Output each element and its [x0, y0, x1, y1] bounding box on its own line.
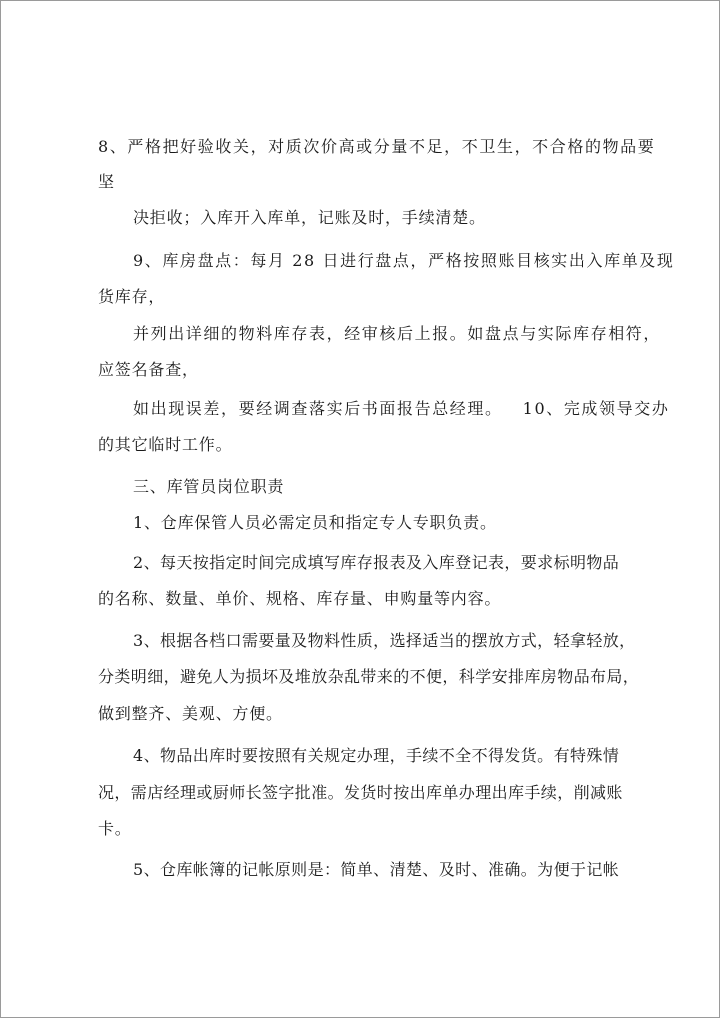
paragraph-9-line-2: 货库存，	[98, 287, 166, 306]
paragraph-9-line-6: 的其它临时工作。	[98, 435, 233, 454]
paragraph-8-line-2: 坚	[98, 172, 115, 191]
duty-2-line-2: 的名称、数量、单价、规格、库存量、申购量等内容。	[98, 589, 502, 608]
duty-1: 1、仓库保管人员必需定员和指定专人专职负责。	[133, 513, 497, 532]
duty-2-line-1: 2、每天按指定时间完成填写库存报表及入库登记表，要求标明物品	[133, 553, 620, 572]
section-heading: 三、库管员岗位职责	[133, 477, 285, 496]
duty-3-line-1: 3、根据各档口需要量及物料性质，选择适当的摆放方式，轻拿轻放，	[133, 631, 636, 650]
paragraph-9-line-3: 并列出详细的物料库存表，经审核后上报。如盘点与实际库存相符，	[133, 324, 662, 343]
duty-5: 5、仓库帐簿的记帐原则是：简单、清楚、及时、准确。为便于记帐	[133, 860, 620, 879]
paragraph-9-line-1: 9、库房盘点：每月 28 日进行盘点，严格按照账目核实出入库单及现	[133, 251, 675, 270]
duty-3-line-2: 分类明细，避免人为损坏及堆放杂乱带来的不便，科学安排库房物品布局，	[98, 667, 640, 686]
paragraph-9-line-5: 如出现误差，要经调查落实后书面报告总经理。 10、完成领导交办	[133, 399, 670, 418]
duty-4-line-3: 卡。	[98, 819, 132, 838]
duty-4-line-1: 4、物品出库时要按照有关规定办理，手续不全不得发货。有特殊情	[133, 746, 620, 765]
duty-4-line-2: 况，需店经理或厨师长签字批准。发货时按出库单办理出库手续，削减账	[98, 783, 623, 802]
paragraph-8-line-1: 8、严格把好验收关，对质次价高或分量不足，不卫生，不合格的物品要	[98, 137, 656, 156]
paragraph-8-line-3: 决拒收；入库开入库单，记账及时，手续清楚。	[133, 208, 486, 227]
paragraph-9-line-4: 应签名备查，	[98, 360, 199, 379]
duty-3-line-3: 做到整齐、美观、方便。	[98, 704, 283, 723]
